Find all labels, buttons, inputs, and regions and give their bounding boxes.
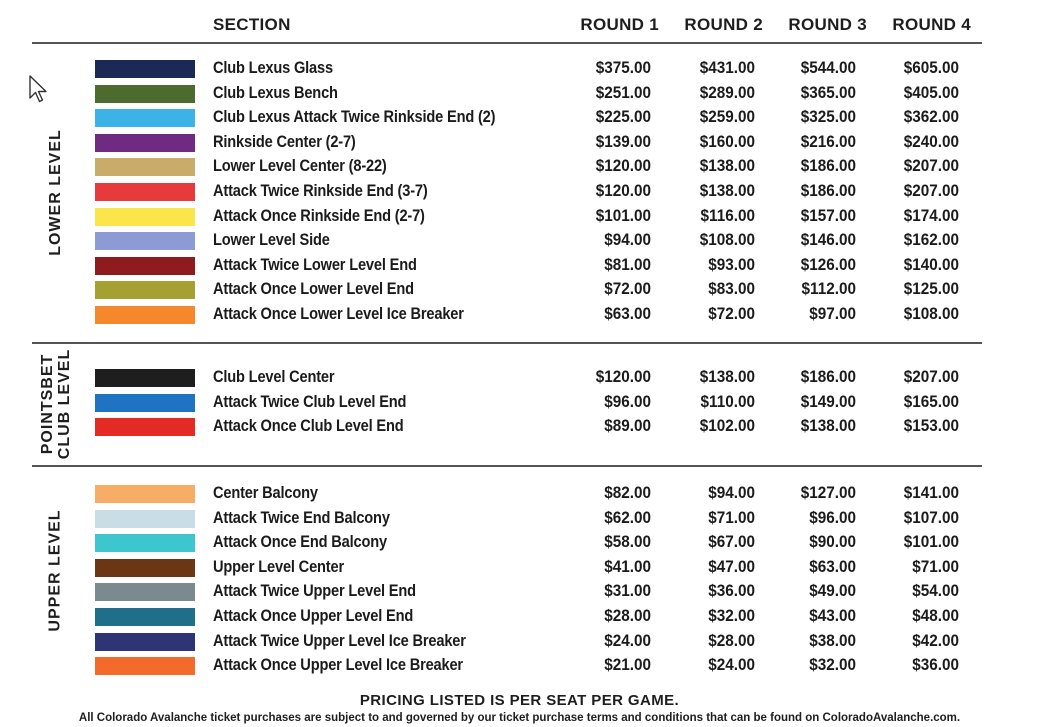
price-round-2: $71.00 bbox=[708, 507, 755, 527]
table-row bbox=[0, 180, 1000, 204]
table-row bbox=[0, 391, 1000, 415]
price-round-4: $240.00 bbox=[903, 131, 959, 151]
group-divider bbox=[32, 465, 982, 467]
section-color-swatch bbox=[95, 608, 195, 626]
price-round-2: $102.00 bbox=[699, 416, 755, 436]
price-round-3: $216.00 bbox=[800, 131, 856, 151]
section-name: Attack Once Upper Level Ice Breaker bbox=[213, 655, 463, 675]
section-name: Club Lexus Bench bbox=[213, 82, 338, 102]
section-name: Club Lexus Attack Twice Rinkside End (2) bbox=[213, 107, 496, 127]
price-round-2: $28.00 bbox=[708, 630, 755, 650]
price-round-2: $93.00 bbox=[708, 254, 755, 274]
price-round-1: $101.00 bbox=[595, 205, 651, 225]
table-row bbox=[0, 630, 1000, 654]
price-round-1: $21.00 bbox=[604, 655, 651, 675]
group-label-text: LOWER LEVEL bbox=[46, 128, 64, 256]
price-round-4: $48.00 bbox=[912, 606, 959, 625]
section-color-swatch bbox=[95, 583, 195, 601]
price-round-4: $42.00 bbox=[912, 630, 959, 650]
section-name: Lower Level Center (8-22) bbox=[213, 156, 387, 176]
section-name: Attack Twice Rinkside End (3-7) bbox=[213, 181, 428, 200]
price-round-3: $186.00 bbox=[800, 181, 856, 200]
header-section: SECTION bbox=[213, 15, 291, 34]
price-round-4: $165.00 bbox=[903, 391, 959, 411]
price-round-4: $71.00 bbox=[912, 556, 959, 576]
section-name: Attack Once Upper Level End bbox=[213, 606, 414, 625]
section-color-swatch bbox=[95, 510, 195, 528]
price-round-1: $94.00 bbox=[604, 230, 651, 250]
group-label-line-2: CLUB LEVEL bbox=[56, 348, 74, 460]
table-row bbox=[0, 205, 1000, 229]
section-color-swatch bbox=[95, 85, 195, 103]
price-round-4: $140.00 bbox=[903, 254, 959, 274]
section-name: Rinkside Center (2-7) bbox=[213, 131, 356, 151]
price-round-3: $43.00 bbox=[809, 606, 856, 625]
price-round-1: $28.00 bbox=[604, 606, 651, 625]
section-name: Attack Twice Lower Level End bbox=[213, 254, 417, 274]
price-round-1: $139.00 bbox=[595, 131, 651, 151]
table-row bbox=[0, 303, 1000, 327]
price-round-3: $112.00 bbox=[801, 279, 856, 299]
table-row bbox=[0, 82, 1000, 106]
section-color-swatch bbox=[95, 306, 195, 324]
header-round-2: ROUND 2 bbox=[684, 15, 763, 34]
section-name: Attack Once Club Level End bbox=[213, 416, 404, 436]
group-label-line-1: POINTSBET bbox=[39, 353, 57, 455]
price-round-4: $362.00 bbox=[903, 107, 959, 127]
section-color-swatch bbox=[95, 281, 195, 299]
table-row bbox=[0, 580, 1000, 604]
price-round-3: $157.00 bbox=[800, 205, 856, 225]
price-round-2: $94.00 bbox=[708, 483, 755, 502]
price-round-4: $141.00 bbox=[903, 483, 959, 502]
section-name: Attack Once Lower Level End bbox=[213, 279, 414, 299]
price-round-2: $24.00 bbox=[708, 655, 755, 675]
section-color-swatch bbox=[95, 418, 195, 436]
price-round-4: $36.00 bbox=[912, 655, 959, 675]
table-row bbox=[0, 131, 1000, 155]
header-divider bbox=[32, 42, 982, 44]
section-name: Lower Level Side bbox=[213, 230, 330, 250]
price-round-4: $101.00 bbox=[903, 532, 959, 552]
price-round-3: $49.00 bbox=[809, 581, 856, 601]
price-round-1: $82.00 bbox=[604, 483, 651, 502]
section-color-swatch bbox=[95, 208, 195, 226]
table-row bbox=[0, 57, 1000, 81]
price-round-1: $375.00 bbox=[595, 58, 651, 77]
price-round-3: $127.00 bbox=[800, 483, 856, 502]
price-round-2: $67.00 bbox=[708, 532, 755, 552]
price-round-1: $62.00 bbox=[604, 507, 651, 527]
table-row bbox=[0, 556, 1000, 580]
pricing-note: PRICING LISTED IS PER SEAT PER GAME. bbox=[359, 692, 680, 709]
section-color-swatch bbox=[95, 559, 195, 577]
price-round-2: $110.00 bbox=[700, 391, 755, 411]
price-round-2: $289.00 bbox=[699, 82, 755, 102]
table-row bbox=[0, 278, 1000, 302]
price-round-1: $89.00 bbox=[604, 416, 651, 436]
price-round-1: $120.00 bbox=[595, 181, 651, 200]
price-round-2: $138.00 bbox=[699, 367, 755, 386]
section-color-swatch bbox=[95, 485, 195, 503]
section-color-swatch bbox=[95, 158, 195, 176]
price-round-3: $186.00 bbox=[800, 156, 856, 176]
price-round-4: $108.00 bbox=[903, 304, 959, 323]
section-name: Attack Twice End Balcony bbox=[213, 507, 390, 527]
table-row bbox=[0, 155, 1000, 179]
section-color-swatch bbox=[95, 183, 195, 201]
price-round-3: $544.00 bbox=[800, 58, 856, 77]
price-round-1: $41.00 bbox=[604, 556, 651, 576]
price-round-2: $160.00 bbox=[699, 131, 755, 151]
price-round-1: $251.00 bbox=[595, 82, 651, 102]
section-color-swatch bbox=[95, 232, 195, 250]
price-round-2: $32.00 bbox=[708, 606, 755, 625]
price-round-3: $63.00 bbox=[809, 556, 856, 576]
section-color-swatch bbox=[95, 257, 195, 275]
section-name: Attack Twice Upper Level Ice Breaker bbox=[213, 630, 466, 650]
terms-note: All Colorado Avalanche ticket purchases are subject to and governed by our ticket purchase terms and conditions that can be found on ColoradoAvalanche.com. bbox=[78, 712, 961, 724]
section-color-swatch bbox=[95, 109, 195, 127]
section-name: Attack Once Lower Level Ice Breaker bbox=[213, 304, 464, 323]
table-row bbox=[0, 654, 1000, 678]
price-round-1: $120.00 bbox=[595, 367, 651, 386]
price-round-3: $138.00 bbox=[800, 416, 856, 436]
section-name: Club Lexus Glass bbox=[213, 58, 333, 77]
table-row bbox=[0, 106, 1000, 130]
price-round-4: $107.00 bbox=[903, 507, 959, 527]
section-color-swatch bbox=[95, 134, 195, 152]
section-name: Attack Twice Upper Level End bbox=[213, 581, 416, 601]
table-row bbox=[0, 482, 1000, 506]
price-round-4: $174.00 bbox=[903, 205, 959, 225]
price-round-2: $108.00 bbox=[699, 230, 755, 250]
price-round-4: $54.00 bbox=[912, 581, 959, 601]
price-round-1: $120.00 bbox=[595, 156, 651, 176]
section-color-swatch bbox=[95, 60, 195, 78]
header-round-3: ROUND 3 bbox=[788, 15, 867, 34]
section-name: Attack Twice Club Level End bbox=[213, 391, 407, 411]
table-row bbox=[0, 507, 1000, 531]
price-round-4: $207.00 bbox=[903, 156, 959, 176]
section-color-swatch bbox=[95, 394, 195, 412]
section-color-swatch bbox=[95, 657, 195, 675]
price-round-3: $90.00 bbox=[809, 532, 856, 552]
price-round-2: $138.00 bbox=[699, 181, 755, 200]
table-row bbox=[0, 531, 1000, 555]
section-name: Club Level Center bbox=[213, 367, 335, 386]
section-color-swatch bbox=[95, 534, 195, 552]
table-row bbox=[0, 366, 1000, 390]
table-row bbox=[0, 605, 1000, 629]
price-round-1: $63.00 bbox=[604, 304, 651, 323]
price-round-4: $125.00 bbox=[903, 279, 959, 299]
price-round-1: $225.00 bbox=[595, 107, 651, 127]
group-label-text: UPPER LEVEL bbox=[46, 508, 64, 632]
price-round-2: $83.00 bbox=[708, 279, 755, 299]
price-round-2: $47.00 bbox=[708, 556, 755, 576]
price-round-3: $186.00 bbox=[800, 367, 856, 386]
price-round-3: $126.00 bbox=[800, 254, 856, 274]
price-round-2: $138.00 bbox=[699, 156, 755, 176]
price-round-1: $72.00 bbox=[604, 279, 651, 299]
price-round-3: $325.00 bbox=[800, 107, 856, 127]
section-color-swatch bbox=[95, 633, 195, 651]
price-round-2: $431.00 bbox=[699, 58, 755, 77]
section-name: Attack Once End Balcony bbox=[213, 532, 387, 552]
price-round-2: $116.00 bbox=[700, 205, 755, 225]
price-round-4: $153.00 bbox=[903, 416, 959, 436]
price-round-4: $207.00 bbox=[903, 181, 959, 200]
price-round-4: $605.00 bbox=[903, 58, 959, 77]
price-round-1: $58.00 bbox=[604, 532, 651, 552]
price-round-2: $36.00 bbox=[708, 581, 755, 601]
price-round-3: $365.00 bbox=[800, 82, 856, 102]
section-color-swatch bbox=[95, 369, 195, 387]
price-round-4: $162.00 bbox=[903, 230, 959, 250]
price-round-3: $97.00 bbox=[809, 304, 856, 323]
header-round-1: ROUND 1 bbox=[580, 15, 659, 34]
price-round-4: $405.00 bbox=[903, 82, 959, 102]
price-round-2: $72.00 bbox=[708, 304, 755, 323]
price-round-3: $146.00 bbox=[800, 230, 856, 250]
group-divider bbox=[32, 342, 982, 344]
price-round-1: $96.00 bbox=[604, 391, 651, 411]
table-row bbox=[0, 254, 1000, 278]
table-row bbox=[0, 415, 1000, 439]
price-round-3: $38.00 bbox=[809, 630, 856, 650]
section-name: Upper Level Center bbox=[213, 556, 344, 576]
price-round-4: $207.00 bbox=[903, 367, 959, 386]
price-round-1: $81.00 bbox=[604, 254, 651, 274]
price-round-1: $31.00 bbox=[604, 581, 651, 601]
price-round-3: $149.00 bbox=[800, 391, 856, 411]
price-round-3: $96.00 bbox=[809, 507, 856, 527]
price-round-2: $259.00 bbox=[699, 107, 755, 127]
price-round-1: $24.00 bbox=[604, 630, 651, 650]
section-name: Attack Once Rinkside End (2-7) bbox=[213, 205, 425, 225]
section-name: Center Balcony bbox=[213, 483, 318, 502]
price-round-3: $32.00 bbox=[809, 655, 856, 675]
header-round-4: ROUND 4 bbox=[892, 15, 971, 34]
table-row bbox=[0, 229, 1000, 253]
